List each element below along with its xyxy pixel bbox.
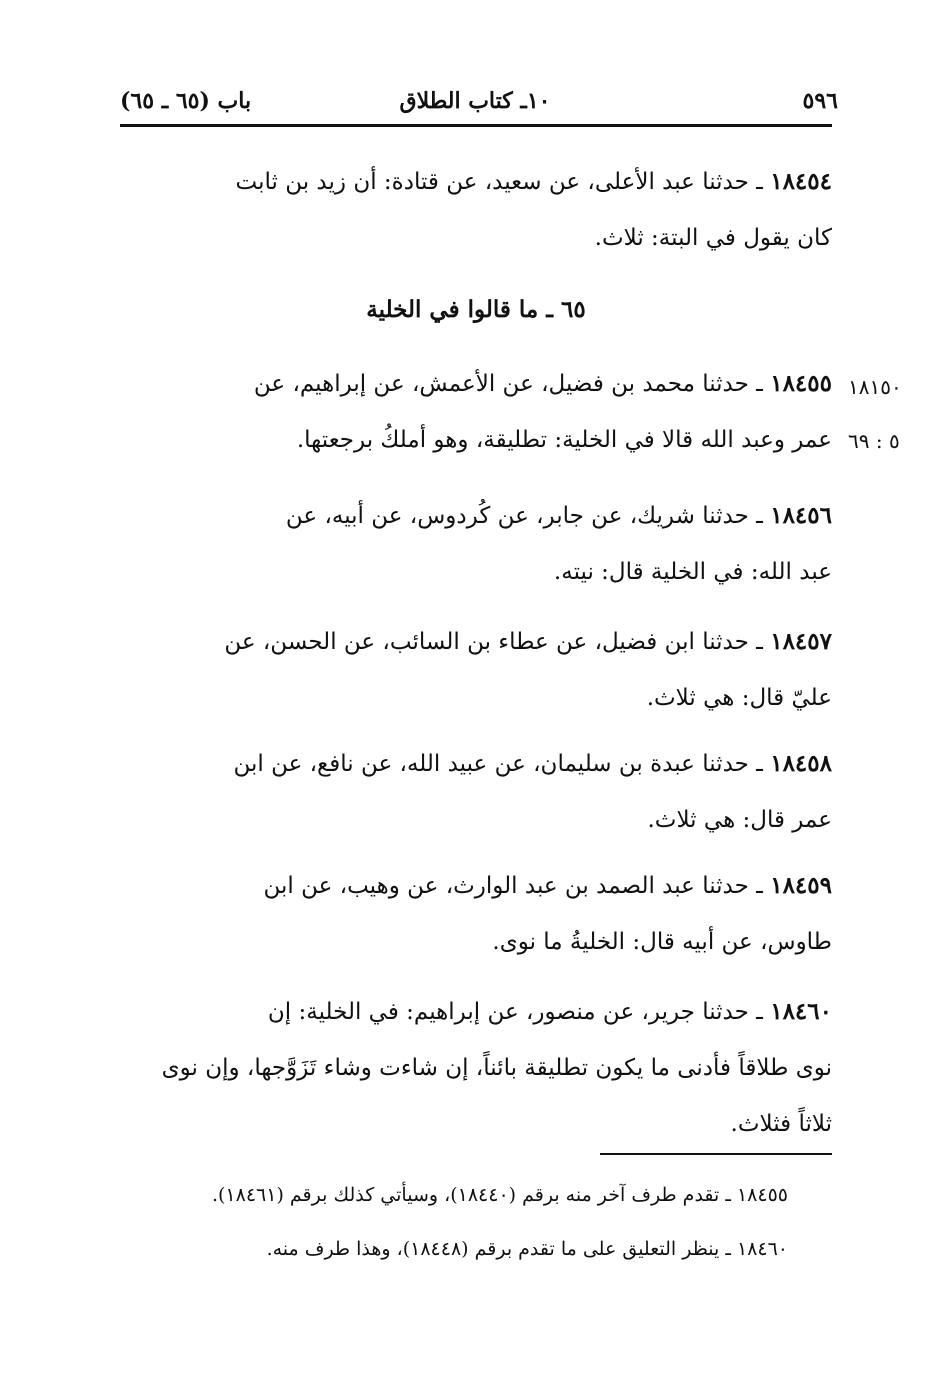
hadith-line: طاوس، عن أبيه قال: الخليةُ ما نوى. <box>492 929 832 955</box>
margin-reference: ٥ : ٦٩ <box>848 429 900 453</box>
hadith-line: عمر قال: هي ثلاث. <box>647 807 832 833</box>
header-rule <box>120 124 832 127</box>
hadith-18456 <box>120 488 832 600</box>
hadith-line: عمر وعبد الله قالا في الخلية: تطليقة، وهو أملكُ برجعتها. <box>296 427 832 453</box>
hadith-line: ١٨٤٥٨ ـ حدثنا عبدة بن سليمان، عن عبيد الله، عن نافع، عن ابن <box>233 750 832 777</box>
hadith-18459 <box>120 858 832 970</box>
hadith-line: عليّ قال: هي ثلاث. <box>646 685 832 711</box>
hadith-18455 <box>120 356 832 468</box>
page-number: ٥٩٦ <box>802 88 838 114</box>
book-title: ١٠ـ كتاب الطلاق <box>399 88 551 114</box>
hadith-line: عبد الله: في الخلية قال: نيته. <box>553 559 832 585</box>
hadith-line: ١٨٤٥٩ ـ حدثنا عبد الصمد بن عبد الوارث، عن وهيب، عن ابن <box>263 872 832 899</box>
hadith-18457 <box>120 614 832 726</box>
hadith-number: ١٨٤٥٧ <box>770 628 832 655</box>
hadith-line: نوى طلاقاً فأدنى ما يكون تطليقة بائناً، إن شاءت وشاء تَزَوَّجها، وإن نوى <box>161 1055 832 1081</box>
footnote: ١٨٤٥٥ ـ تقدم طرف آخر منه برقم (١٨٤٤٠)، وسيأتي كذلك برقم (١٨٤٦١). <box>211 1184 788 1206</box>
hadith-line: ١٨٤٥٧ ـ حدثنا ابن فضيل، عن عطاء بن السائب، عن الحسن، عن <box>224 628 832 655</box>
chapter-range: باب (٦٥ ـ ٦٥) <box>120 88 252 114</box>
hadith-18460 <box>120 984 832 1152</box>
hadith-number: ١٨٤٥٥ <box>770 370 832 397</box>
footnote-rule <box>600 1153 832 1155</box>
hadith-number: ١٨٤٥٨ <box>770 750 832 777</box>
margin-reference: ١٨١٥٠ <box>848 375 902 399</box>
footnote: ١٨٤٦٠ ـ ينظر التعليق على ما تقدم برقم (١٨٤٤٨)، وهذا طرف منه. <box>266 1238 788 1260</box>
hadith-number: ١٨٤٦٠ <box>770 998 832 1025</box>
hadith-number: ١٨٤٥٦ <box>770 502 832 529</box>
hadith-line: ١٨٤٥٥ ـ حدثنا محمد بن فضيل، عن الأعمش، عن إبراهيم، عن <box>253 370 832 397</box>
hadith-line: ثلاثاً فثلاث. <box>730 1111 832 1137</box>
hadith-line: ١٨٤٥٤ ـ حدثنا عبد الأعلى، عن سعيد، عن قتادة: أن زيد بن ثابت <box>235 168 832 195</box>
hadith-18454 <box>120 154 832 266</box>
hadith-number: ١٨٤٥٩ <box>770 872 832 899</box>
section-title: ٦٥ ـ ما قالوا في الخلية <box>366 296 586 323</box>
hadith-number: ١٨٤٥٤ <box>770 168 832 195</box>
hadith-line: ١٨٤٥٦ ـ حدثنا شريك، عن جابر، عن كُردوس، عن أبيه، عن <box>285 502 832 529</box>
hadith-line: ١٨٤٦٠ ـ حدثنا جرير، عن منصور، عن إبراهيم: في الخلية: إن <box>267 998 832 1025</box>
hadith-line: كان يقول في البتة: ثلاث. <box>594 225 832 251</box>
hadith-18458 <box>120 736 832 848</box>
